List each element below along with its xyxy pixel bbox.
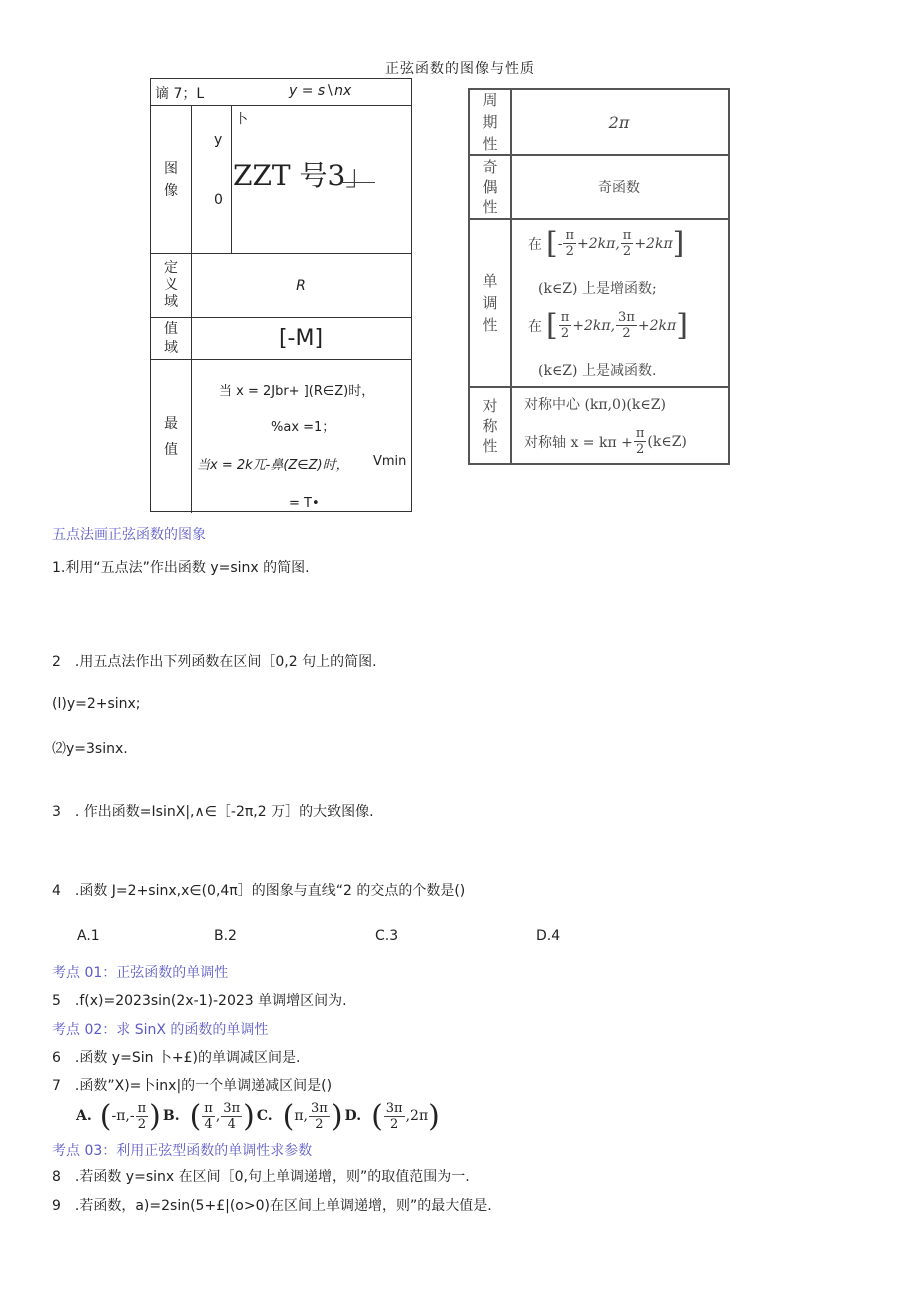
- question-4: 4 .函数 J=2+sinx,x∈(0,4π］的图象与直线“2 的交点的个数是(): [52, 883, 466, 899]
- period-value: 2π: [608, 112, 630, 132]
- increasing-interval: 在 [ - $\frac{\pi}{2}$ +2kπ, $\frac{\pi}{2}$ +2kπ ]: [528, 226, 685, 261]
- image-label: 图像: [151, 106, 192, 253]
- question-8: 8 .若函数 y=sinx 在区间［0,句上单调递增，则”的取值范围为一.: [52, 1169, 470, 1185]
- sine-property-table-right: [468, 88, 730, 465]
- question-7-option-c: C.: [256, 1108, 273, 1124]
- range-row: [151, 317, 411, 359]
- extreme-row: [151, 359, 411, 513]
- increasing-note: (k∈Z) 上是增函数;: [538, 281, 657, 297]
- question-6: 6 .函数 y=Sin 卜+£)的单调减区间是.: [52, 1050, 301, 1066]
- extreme-max-condition: 当 x = 2Jbr+ ](R∈Z)时，: [219, 384, 375, 399]
- graph-zero-label: 0: [214, 192, 223, 208]
- extreme-vmin-label: Vmin: [373, 454, 407, 469]
- domain-row: [151, 253, 411, 317]
- table-header-row: [151, 79, 411, 105]
- question-7: 7 .函数”X)=卜inx|的一个单调递减区间是(): [52, 1078, 333, 1094]
- question-7-option-a: A.: [76, 1108, 92, 1124]
- question-7-options: A. ( -π, - $\frac{\pi}{2}$ ) B. ( $\frac{\pi}{4}$ , $\frac{3\pi}{4}$ ) C. ( π, $\frac{3\pi}{2}$ ) D. ( $\frac{3\pi}{2}$ ,2π ): [76, 1098, 440, 1134]
- header-left: 谪 7；L: [155, 86, 205, 102]
- domain-value: R: [296, 277, 306, 294]
- parity-label: 奇偶性: [470, 156, 512, 218]
- range-value: [-M]: [278, 326, 324, 351]
- question-7-option-d: D.: [344, 1108, 362, 1124]
- question-2-part-2: ⑵y=3sinx.: [52, 741, 128, 757]
- decreasing-note: (k∈Z) 上是减函数.: [538, 363, 657, 379]
- monotonicity-label: 单调性: [470, 220, 512, 386]
- monotonicity-row: [470, 218, 728, 386]
- question-4-option-c: C.3: [375, 928, 399, 944]
- section-kp02: 考点 02：求 SinX 的函数的单调性: [52, 1022, 269, 1038]
- symmetry-axis: 对称轴 x = kπ + $\frac{\pi}{2}$ (k∈Z): [524, 426, 687, 457]
- header-function: y = s∖nx: [289, 83, 352, 99]
- graph-divider: [231, 106, 232, 253]
- question-1: 1.利用“五点法”作出函数 y=sinx 的简图.: [52, 560, 310, 576]
- parity-row: [470, 154, 728, 218]
- question-4-option-d: D.4: [536, 928, 561, 944]
- question-9: 9 .若函数，a)=2sin(5+£|(o>0)在区间上单调递增，则”的最大值是.: [52, 1198, 492, 1214]
- page-title: 正弦函数的图像与性质: [385, 61, 535, 77]
- question-2: 2 .用五点法作出下列函数在区间［0,2 句上的简图.: [52, 654, 377, 670]
- question-7-option-b: B.: [162, 1108, 180, 1124]
- section-kp03: 考点 03：利用正弦型函数的单调性求参数: [52, 1143, 313, 1159]
- question-2-part-1: (l)y=2+sinx;: [52, 696, 141, 712]
- section-kp01: 考点 01：正弦函数的单调性: [52, 965, 229, 981]
- graph-garbled-text: ZZT 号3」: [233, 159, 374, 192]
- period-label: 周期性: [470, 90, 512, 154]
- extreme-label: 最值: [151, 360, 192, 513]
- question-4-option-b: B.2: [214, 928, 237, 944]
- question-5: 5 .f(x)=2023sin(2x-1)-2023 单调增区间为.: [52, 993, 347, 1009]
- decreasing-interval: 在 [ $\frac{\pi}{2}$ +2kπ, $\frac{3\pi}{2}$ +2kπ ]: [528, 308, 688, 343]
- question-4-option-a: A.1: [77, 928, 100, 944]
- extreme-max-value: %ax =1；: [271, 420, 336, 435]
- question-3: 3 . 作出函数=IsinX|,∧∈［-2π,2 万］的大致图像.: [52, 804, 374, 820]
- extreme-min-condition: 当x = 2k兀-鼻(Z∈Z)时，: [197, 458, 349, 473]
- range-label: 值域: [151, 318, 192, 359]
- extreme-min-value: = T•: [289, 496, 320, 511]
- period-row: [470, 90, 728, 154]
- domain-label: 定义域: [151, 254, 192, 317]
- graph-top-mark: 卜: [235, 112, 249, 127]
- symmetry-row: [470, 386, 728, 463]
- symmetry-label: 对称性: [470, 388, 512, 463]
- graph-y-label: y: [214, 132, 223, 148]
- sine-property-table-left: [150, 78, 412, 512]
- parity-value: 奇函数: [598, 180, 640, 196]
- section-five-point: 五点法画正弦函数的图象: [52, 527, 206, 543]
- graph-axis-line: [341, 182, 375, 183]
- symmetry-center: 对称中心 (kπ,0)(k∈Z): [524, 397, 666, 413]
- image-row: [151, 105, 411, 253]
